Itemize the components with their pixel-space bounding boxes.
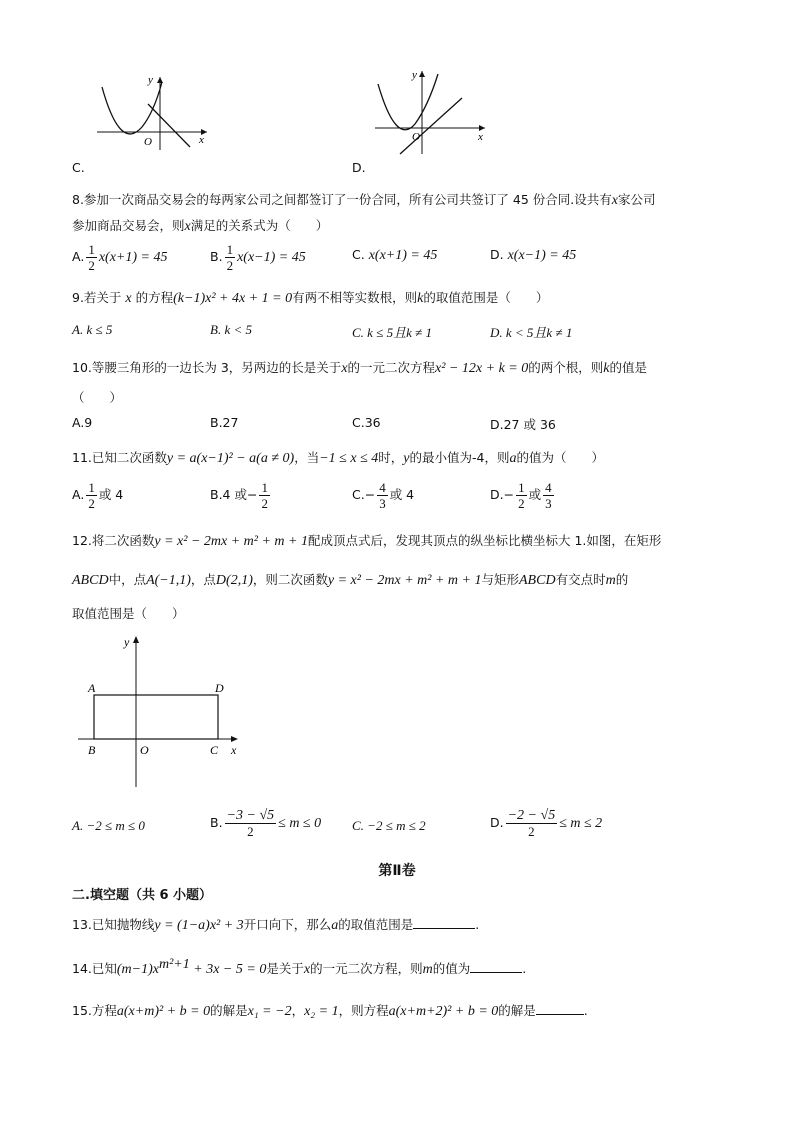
q8-option-b [210, 242, 306, 273]
q9-stem [72, 288, 548, 307]
q11-c-text: 或 4 [389, 487, 415, 502]
q14-m: m [422, 962, 433, 978]
frac-num: 1 [261, 480, 268, 495]
frac-num: 1 [88, 480, 95, 495]
part-title: 第Ⅱ卷 [378, 863, 416, 879]
q12-text-g: 有交点时 [555, 572, 606, 587]
q12-point-a: A(−1,1) [146, 573, 191, 588]
q9-option-b: B. k < 5 [210, 322, 252, 337]
q11-text-a: 11.已知二次函数 [72, 450, 167, 465]
q15-dot: . [583, 1003, 588, 1018]
q12-figure [74, 632, 254, 792]
q12-equation-2: y = x² − 2mx + m² + m + 1 [327, 573, 482, 588]
line [148, 104, 190, 147]
q11-a-label: A. [72, 487, 85, 502]
q8-d-label: D. [490, 247, 504, 262]
q15-text-b: 的解是 [210, 1003, 248, 1018]
q8-d-expr: x(x−1) = 45 [507, 248, 577, 263]
q11-d-frac2 [543, 480, 554, 511]
q11-d-sign: − [503, 487, 515, 502]
q8-a-frac [86, 242, 97, 273]
q8-b-frac [225, 242, 236, 273]
q11-text-b: ，当 [294, 450, 320, 465]
q11-option-b [210, 480, 272, 511]
q10-equation: x² − 12x + k = 0 [435, 361, 529, 376]
q11-option-d [490, 480, 556, 511]
q8-text-d: 满足的关系式为（ ） [190, 218, 329, 233]
rectangle-abcd [94, 695, 218, 739]
q8-option-d [490, 247, 576, 264]
q10-stem [72, 358, 647, 377]
q8-a-expr: x(x+1) = 45 [98, 250, 168, 265]
q8-text-b: 家公司 [617, 192, 656, 207]
q8-b-expr: x(x−1) = 45 [237, 250, 306, 265]
q13-text-a: 13.已知抛物线 [72, 917, 155, 932]
q12-line3: 取值范围是（ ） [72, 606, 185, 621]
q11-b-sign: − [246, 487, 258, 502]
q8-a-label: A. [72, 249, 85, 264]
q9-option-c: C. k ≤ 5且k ≠ 1 [352, 325, 432, 340]
q12-point-d: D(2,1) [215, 573, 253, 588]
frac-num: −3 − √5 [226, 808, 275, 823]
q12-d-frac [506, 808, 558, 839]
q12-rect-name-2: ABCD [519, 573, 556, 588]
graph-d [370, 66, 490, 156]
frac-num: 1 [518, 480, 525, 495]
q11-option-c [352, 480, 414, 511]
label-d: D [215, 681, 224, 695]
q10-option-b: B.27 [210, 415, 239, 430]
q11-c-sign: − [364, 487, 376, 502]
y-label: y [148, 74, 153, 86]
q15-x2: x₂ = 1 [304, 1004, 339, 1019]
q12-figure-svg [74, 632, 254, 792]
q15-equation: a(x+m)² + b = 0 [116, 1004, 211, 1019]
q15-sep: ， [291, 1003, 305, 1018]
q8-text-c: 参加商品交易会，则 [72, 218, 185, 233]
q12-line1 [72, 531, 661, 550]
q13-answer-blank[interactable] [413, 916, 475, 929]
frac-num: −2 − √5 [507, 808, 556, 823]
q14-answer-blank[interactable] [470, 960, 522, 973]
q11-d-frac1 [516, 480, 527, 511]
frac-den: 2 [88, 258, 95, 273]
q8-text-a: 8.参加一次商品交易会的每两家公司之间都签订了一份合同，所有公司共签订了 45 份合同.设共有 [72, 192, 612, 207]
q11-c-frac [377, 480, 388, 511]
q9-k: k [417, 291, 424, 306]
q13-stem [72, 915, 479, 934]
q9-text-b: 的方程 [135, 290, 174, 305]
q11-text-d: 的最小值为-4，则 [409, 450, 510, 465]
frac-den: 2 [528, 824, 535, 839]
q8-c-label: C. [352, 247, 365, 262]
q13-a: a [331, 918, 339, 933]
q14-equation: (m−1)x [116, 962, 159, 978]
section-heading: 二.填空题（共 6 小题） [72, 888, 213, 903]
q12-text-a: 12.将二次函数 [72, 533, 155, 548]
q13-text-b: 开口向下，那么 [243, 917, 332, 932]
label-a: A [88, 681, 96, 695]
q12-b-frac [225, 808, 277, 839]
q10-var: x [341, 361, 348, 376]
label-o: O [140, 743, 149, 757]
q9-option-a: A. k ≤ 5 [72, 322, 113, 337]
q11-text-c: 时， [378, 450, 404, 465]
graph-c-svg [92, 72, 212, 152]
q12-option-a: A. −2 ≤ m ≤ 0 [72, 818, 145, 833]
line [400, 98, 462, 154]
y-arrow [133, 636, 139, 643]
frac-num: 1 [226, 242, 234, 257]
q13-equation: y = (1−a)x² + 3 [154, 918, 244, 933]
parabola [102, 82, 162, 134]
q8-option-a [72, 242, 167, 273]
q10-k: k [603, 361, 610, 376]
q15-equation-2: a(x+m+2)² + b = 0 [388, 1004, 499, 1019]
q12-text-h: 的 [615, 572, 629, 587]
frac-den: 2 [88, 496, 95, 511]
q8-line1 [72, 190, 656, 209]
q12-m: m [605, 573, 616, 588]
frac-num: 1 [88, 242, 95, 257]
q10-text-d: 的值是 [609, 360, 647, 375]
q15-x1: x₁ = −2 [247, 1004, 292, 1019]
graph-d-svg [370, 66, 490, 156]
q12-rect-name: ABCD [72, 573, 109, 588]
q8-option-c [352, 247, 437, 264]
q10-paren: （ ） [72, 390, 123, 405]
q8-var2: x [184, 219, 191, 234]
q12-option-c: C. −2 ≤ m ≤ 2 [352, 818, 426, 833]
q11-y: y [403, 451, 410, 466]
y-arrow [419, 71, 425, 77]
q10-option-d: D.27 或 36 [490, 417, 556, 432]
q15-text-a: 15.方程 [72, 1003, 117, 1018]
q12-text-c: 中，点 [108, 572, 147, 587]
frac-den: 2 [261, 496, 268, 511]
q14-stem [72, 957, 526, 978]
x-arrow [231, 736, 238, 742]
q11-text-e: 的值为（ ） [516, 450, 604, 465]
q14-dot: . [522, 961, 527, 977]
label-b: B [88, 743, 96, 757]
q12-d-tail: ≤ m ≤ 2 [559, 816, 603, 831]
q15-stem [72, 1001, 588, 1020]
q12-b-label: B. [210, 815, 223, 830]
q11-range: −1 ≤ x ≤ 4 [319, 451, 379, 466]
frac-den: 3 [379, 496, 386, 511]
q14-text-a: 14.已知 [72, 961, 117, 977]
q8-line2 [72, 216, 328, 235]
q12-option-b [210, 808, 321, 839]
graph-c [92, 72, 212, 152]
q12-equation: y = x² − 2mx + m² + m + 1 [154, 534, 308, 549]
label-x: x [231, 743, 237, 757]
q10-option-a: A.9 [72, 415, 93, 430]
q14-text-c: 的一元二次方程，则 [310, 961, 423, 977]
q14-equation-2: + 3x − 5 = 0 [189, 962, 267, 978]
q11-c-label: C. [352, 487, 365, 502]
origin-label: O [412, 131, 420, 143]
frac-den: 2 [247, 824, 254, 839]
q10-text-c: 的两个根，则 [528, 360, 604, 375]
frac-den: 3 [545, 496, 552, 511]
q15-text-d: 的解是 [498, 1003, 536, 1018]
q14-text-b: 是关于 [266, 961, 304, 977]
q12-line2 [72, 570, 628, 589]
q13-text-c: 的取值范围是 [338, 917, 414, 932]
q10-text-b: 的一元二次方程 [347, 360, 436, 375]
frac-den: 2 [518, 496, 525, 511]
x-label: x [199, 134, 204, 146]
q14-text-d: 的值为 [432, 961, 471, 977]
q11-b-frac [259, 480, 270, 511]
parabola [378, 74, 438, 130]
q12-b-tail: ≤ m ≤ 0 [278, 816, 322, 831]
q15-text-c: ，则方程 [338, 1003, 389, 1018]
label-c: C [210, 743, 219, 757]
option-d-label: D. [352, 160, 366, 175]
q8-c-expr: x(x+1) = 45 [368, 248, 438, 263]
q14-exponent: m²+1 [159, 957, 190, 972]
q15-answer-blank[interactable] [536, 1002, 584, 1015]
q9-equation: (k−1)x² + 4x + 1 = 0 [173, 291, 293, 306]
q9-text-a: 9.若关于 [72, 290, 122, 305]
q8-var: x [611, 193, 618, 208]
q11-stem [72, 448, 604, 467]
q11-equation: y = a(x−1)² − a(a ≠ 0) [166, 451, 295, 466]
frac-num: 4 [545, 480, 552, 495]
q9-text-d: 的取值范围是（ ） [423, 290, 549, 305]
q9-option-d: D. k < 5且k ≠ 1 [490, 325, 573, 340]
frac-den: 2 [226, 258, 234, 273]
q8-b-label: B. [210, 249, 223, 264]
q11-d-text: 或 [528, 487, 542, 502]
q9-text-c: 有两不相等实数根，则 [292, 290, 418, 305]
q12-text-d: ，点 [190, 572, 216, 587]
q12-text-e: ，则二次函数 [252, 572, 328, 587]
label-y: y [124, 635, 130, 649]
q10-option-c: C.36 [352, 415, 381, 430]
q11-a: a [509, 451, 517, 466]
q11-option-a [72, 480, 123, 511]
q9-var: x [125, 291, 132, 306]
q13-dot: . [475, 917, 480, 932]
q11-d-label: D. [490, 487, 504, 502]
option-c-label: C. [72, 160, 85, 175]
q12-text-f: 与矩形 [481, 572, 519, 587]
q12-option-d [490, 808, 602, 839]
y-label: y [412, 69, 417, 81]
q10-text-a: 10.等腰三角形的一边长为 3，另两边的长是关于 [72, 360, 342, 375]
q14-x: x [303, 962, 311, 978]
q12-d-label: D. [490, 815, 504, 830]
origin-label: O [144, 136, 152, 148]
frac-num: 4 [379, 480, 386, 495]
q11-a-frac [86, 480, 97, 511]
q12-text-b: 配成顶点式后，发现其顶点的纵坐标比横坐标大 1.如图，在矩形 [308, 533, 662, 548]
x-label: x [478, 131, 483, 143]
q11-a-text: 或 4 [98, 487, 124, 502]
q11-b-label: B.4 或 [210, 487, 247, 502]
